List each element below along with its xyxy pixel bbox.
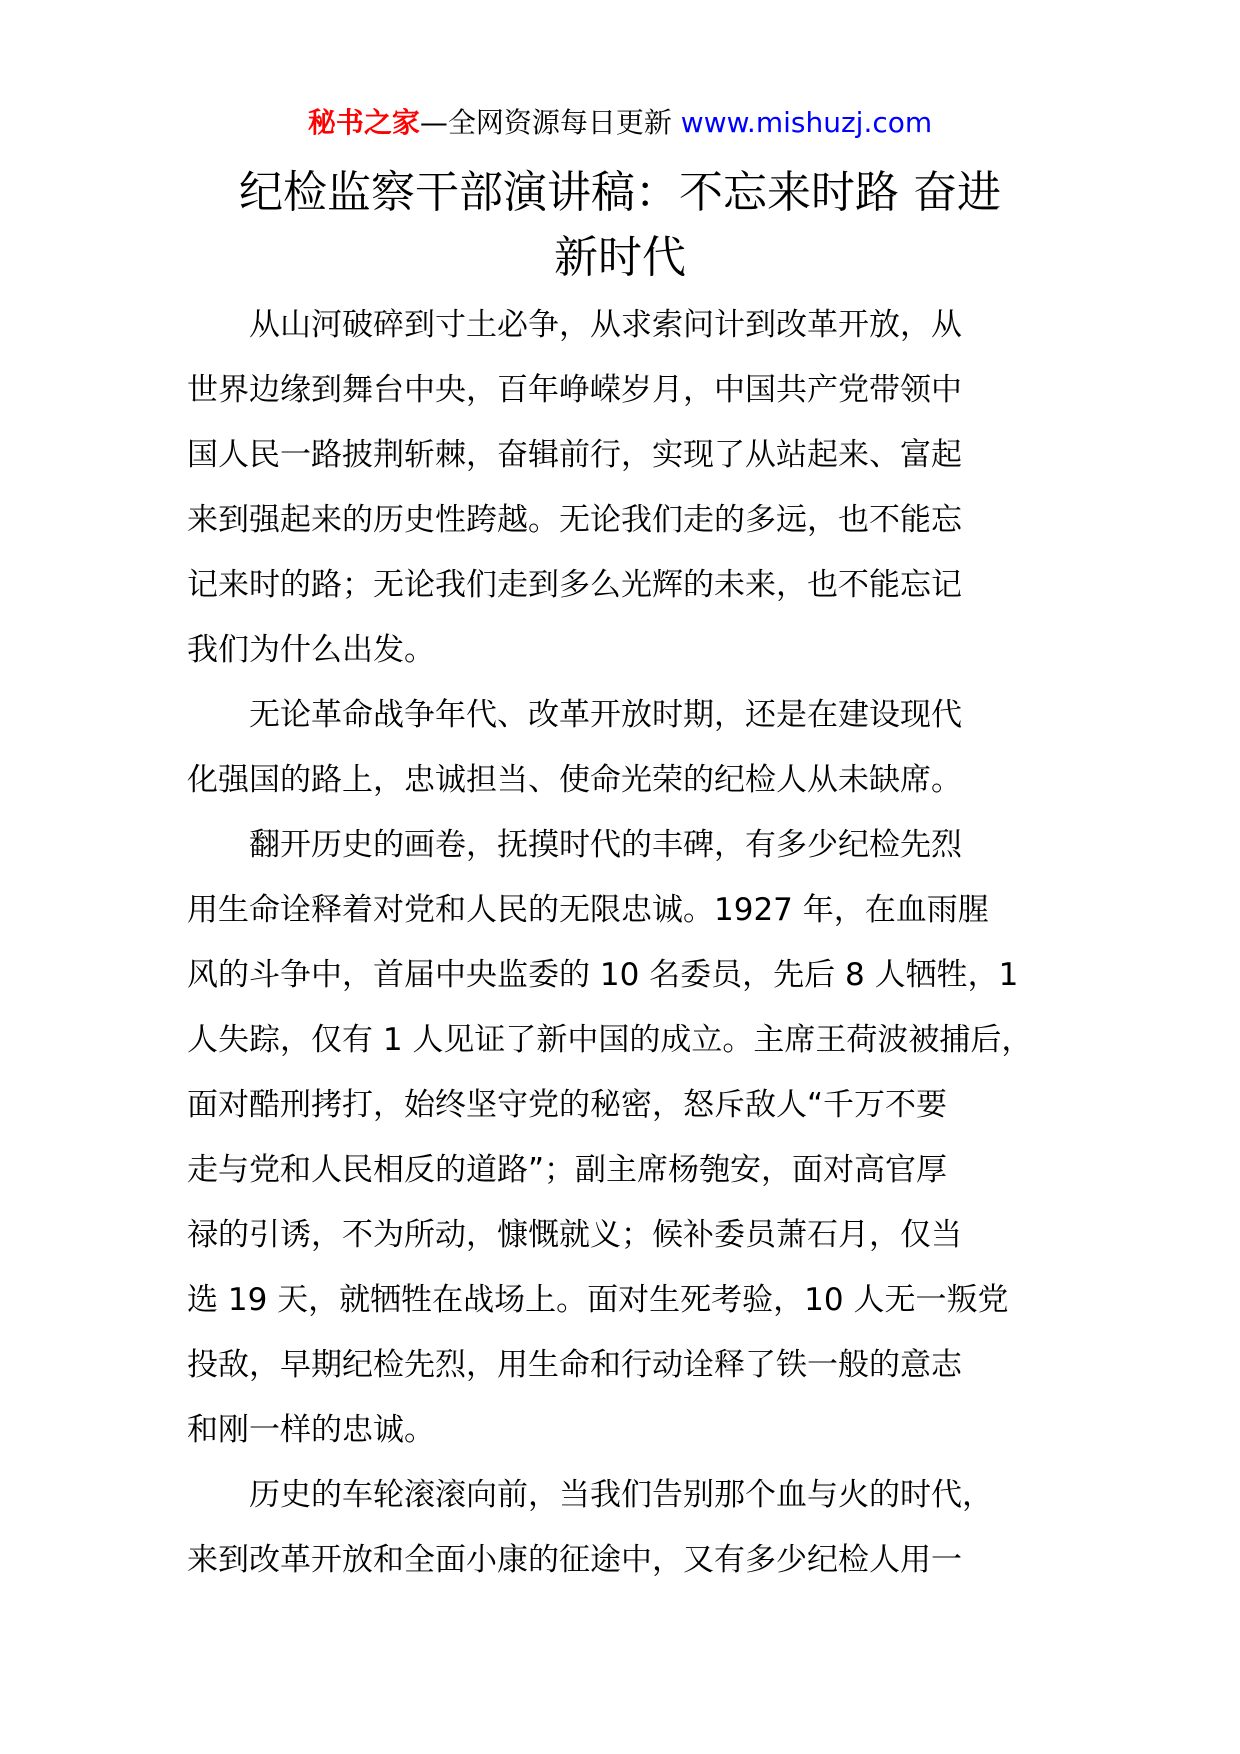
text-line: 国人民一路披荆斩棘，奋辑前行，实现了从站起来、富起 [187,437,962,473]
title-line: 新时代 [554,232,686,283]
text-line: 我们为什么出发。 [187,632,435,668]
text-line: 无论革命战争年代、改革开放时期，还是在建设现代 [249,697,962,733]
text-line: 走与党和人民相反的道路”；副主席杨匏安，面对高官厚 [187,1152,948,1188]
header-slogan: —全网资源每日更新 [419,106,672,139]
text-line: 和刚一样的忠诚。 [187,1412,435,1448]
paragraph [187,683,1047,813]
text-line: 面对酷刑拷打，始终坚守党的秘密，怒斥敌人“千万不要 [187,1087,948,1123]
paragraph [187,293,1047,683]
document-title [200,160,1040,290]
text-line: 记来时的路；无论我们走到多么光辉的未来，也不能忘记 [187,567,962,603]
text-line: 世界边缘到舞台中央，百年峥嵘岁月，中国共产党带领中 [187,372,962,408]
paragraph [187,1463,1047,1593]
text-line: 禄的引诱，不为所动，慷慨就义；候补委员萧石月，仅当 [187,1217,962,1253]
text-line: 来到强起来的历史性跨越。无论我们走的多远，也不能忘 [187,502,962,538]
text-line: 用生命诠释着对党和人民的无限忠诚。1927 年，在血雨腥 [187,892,989,928]
text-line: 从山河破碎到寸土必争，从求索问计到改革开放，从 [249,307,962,343]
text-line: 历史的车轮滚滚向前，当我们告别那个血与火的时代， [249,1477,993,1513]
site-url-link[interactable]: www.mishuzj.com [680,106,933,139]
text-line: 投敌，早期纪检先烈，用生命和行动诠释了铁一般的意志 [187,1347,962,1383]
text-line: 选 19 天，就牺牲在战场上。面对生死考验，10 人无一叛党 [187,1282,1009,1318]
text-line: 来到改革开放和全面小康的征途中，又有多少纪检人用一 [187,1542,962,1578]
text-line: 化强国的路上，忠诚担当、使命光荣的纪检人从未缺席。 [187,762,962,798]
text-line: 人失踪，仅有 1 人见证了新中国的成立。主席王荷波被捕后， [187,1022,1033,1058]
title-line: 纪检监察干部演讲稿：不忘来时路 奋进 [239,167,1001,218]
paragraph [187,813,1047,1463]
text-line: 翻开历史的画卷，抚摸时代的丰碑，有多少纪检先烈 [249,827,962,863]
brand-name: 秘书之家 [307,106,420,139]
document-body [187,293,1047,1593]
site-header [0,103,1240,143]
text-line: 风的斗争中，首届中央监委的 10 名委员，先后 8 人牺牲，1 [187,957,1019,993]
